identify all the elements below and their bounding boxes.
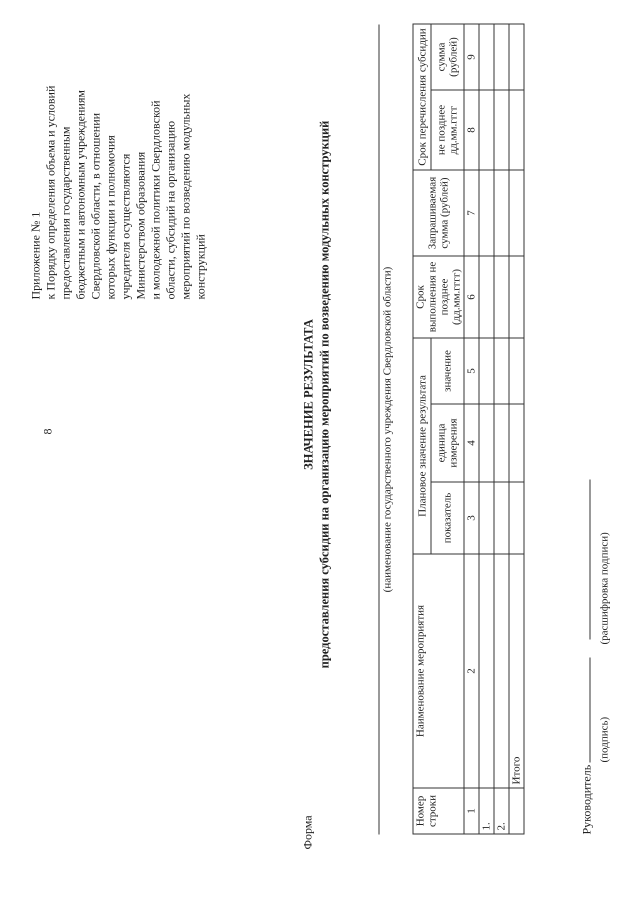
table-cell [494,24,509,90]
table-row [494,24,509,834]
table-header-row [413,24,431,834]
column-number: 6 [464,256,479,338]
table-cell [509,482,524,554]
column-number: 5 [464,338,479,404]
signature-decoding-line [579,480,591,640]
column-number-row [464,24,479,834]
column-number: 4 [464,404,479,482]
table-cell [494,404,509,482]
appendix-line: Приложение № 1 [28,211,43,300]
form-label: Форма [300,815,315,850]
appendix-line: учредителя осуществляются [118,153,133,300]
table-cell [509,338,524,404]
institution-caption: (наименование государственного учреждения Свердловской области) [381,266,394,593]
row-number-cell [509,788,524,834]
appendix-line: к Порядку определения объема и условий [43,85,58,300]
institution-name-line [379,25,380,835]
column-number: 2 [464,554,479,788]
column-number: 3 [464,482,479,554]
header-not-later-than: не позднее дд.мм.гггг [431,90,464,170]
appendix-line: области, субсидий на организацию [163,120,178,300]
document-title [301,25,333,765]
table-cell [479,256,494,338]
signature-decoding-caption: (расшифровка подписи) [598,532,611,645]
event-name-cell [494,554,509,788]
appendix-line: мероприятий по возведению модульных [178,93,193,300]
page-number: 8 [40,428,55,435]
result-table [413,24,525,835]
table-cell [494,338,509,404]
total-label-cell: Итого [509,554,524,788]
header-value: значение [431,338,464,404]
title-line-1: ЗНАЧЕНИЕ РЕЗУЛЬТАТА [301,319,316,470]
table-cell [479,482,494,554]
column-number: 1 [464,788,479,834]
signature-label: Руководитель [579,764,594,835]
table-row [479,24,494,834]
header-deadline: Срок выполнения не позднее (дд.мм.гггг) [413,256,464,338]
header-indicator: показатель [431,482,464,554]
column-number: 8 [464,90,479,170]
table-cell [479,24,494,90]
appendix-line: и молодежной политики Свердловской [148,100,163,300]
appendix-line: предоставления государственным [58,126,73,300]
table-cell [479,338,494,404]
header-transfer-term: Срок перечисления субсидии [413,24,431,170]
table-cell [479,170,494,256]
table-cell [509,256,524,338]
event-name-cell [479,554,494,788]
appendix-line: которых функции и полномочия [103,135,118,300]
table-cell [494,170,509,256]
header-requested-sum: Запрашиваемая сумма (рублей) [413,170,464,256]
table-cell [494,256,509,338]
appendix-block [29,70,209,300]
table-cell [509,24,524,90]
table-cell [494,482,509,554]
column-number: 7 [464,170,479,256]
appendix-line: конструкций [193,234,208,300]
header-planned-value: Плановое значение результата [413,338,431,554]
document-sheet [1,0,640,905]
table-cell [479,404,494,482]
appendix-line: Министерством образования [133,151,148,300]
table-row-total [509,24,524,834]
header-unit: единица измерения [431,404,464,482]
header-event-name: Наименование мероприятия [413,554,464,788]
title-line-2: предоставления субсидии на организацию мероприятий по возведению модульных конструкций [317,120,332,669]
row-number-cell: 1. [479,788,494,834]
appendix-line: Свердловской области, в отношении [88,112,103,300]
header-row-number: Номер строки [413,788,464,834]
signature-block [579,480,595,835]
table-cell [509,404,524,482]
table-cell [494,90,509,170]
table-cell [509,170,524,256]
row-number-cell: 2. [494,788,509,834]
column-number: 9 [464,24,479,90]
appendix-line: бюджетным и автономным учреждениям [73,90,88,300]
table-cell [479,90,494,170]
table-cell [509,90,524,170]
signature-line [579,658,591,763]
header-sum: сумма (рублей) [431,24,464,90]
signature-caption: (подпись) [598,716,611,763]
